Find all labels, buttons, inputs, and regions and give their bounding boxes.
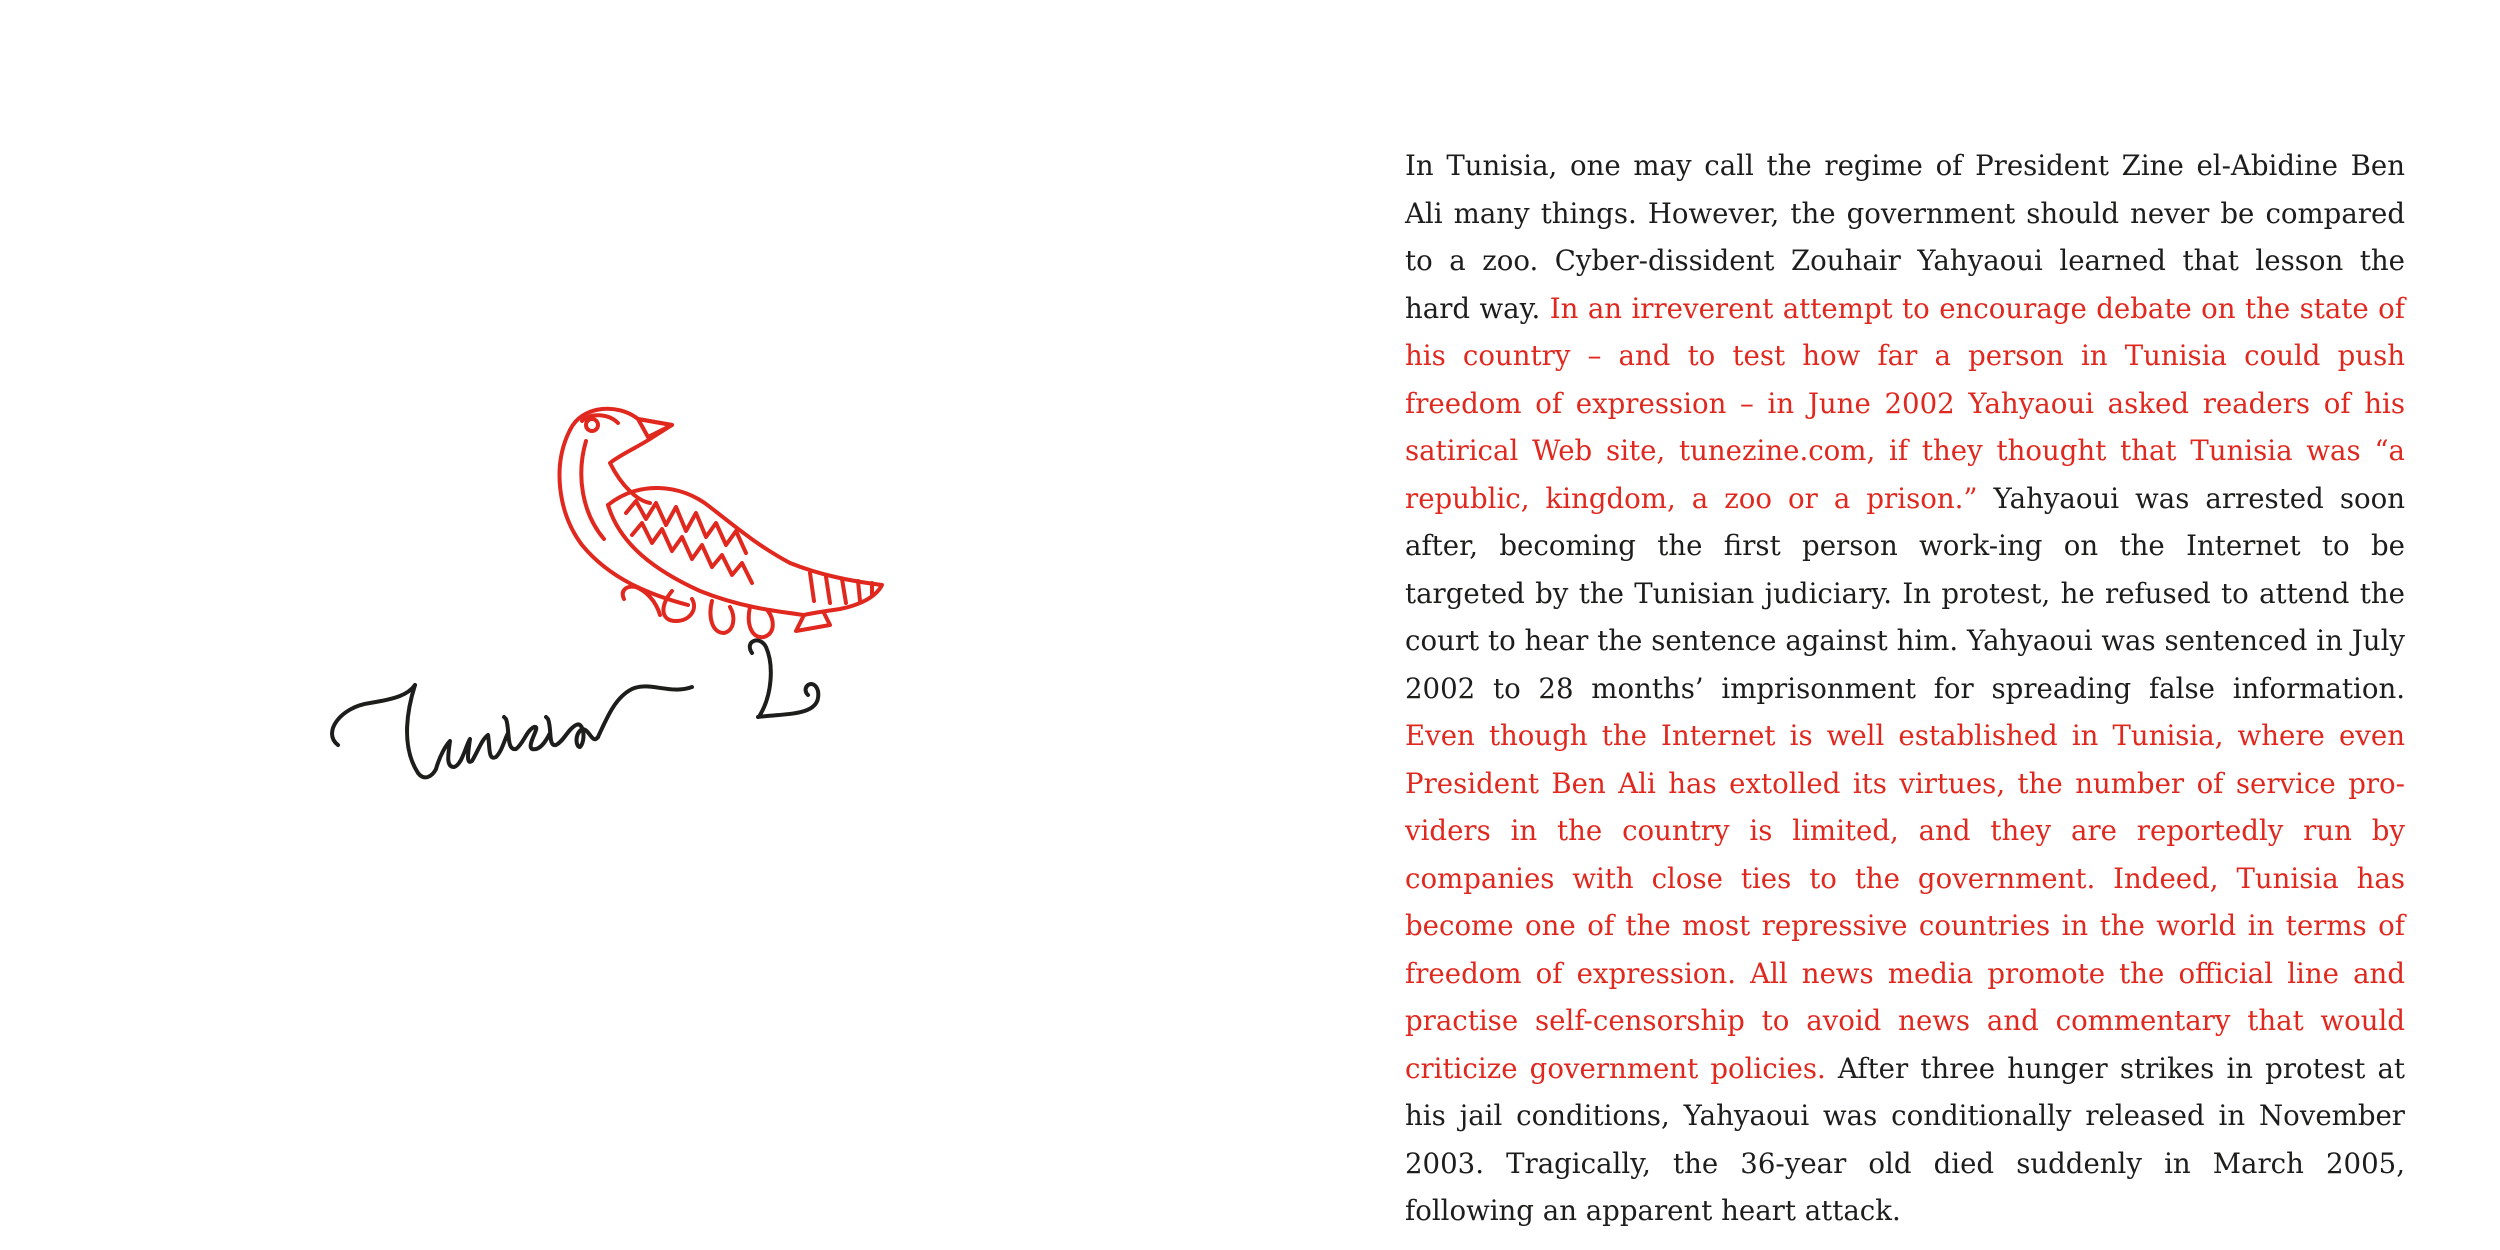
illustration-caption [320,815,321,816]
bird-figure [560,409,882,637]
text-segment-1: In Tunisia, one may call the regime of President Zine el-Abidine Ben Ali many things. However, the government should never be compared to a zoo. Cyber-dissident Zouhair Yahyaoui learned that lesson the hard way. [1405,149,2405,325]
bird-illustration [320,395,920,815]
article-body [1405,142,2405,1235]
text-segment-3: After three hunger strikes in protest at his jail conditions, Yahyaoui was conditionally released in November 2003. Tragically, the 36-year old died suddenly in March 2005, following an apparent heart attack. [1405,1051,2405,1227]
highlighted-segment-1: In an irreverent attempt to encourage debate on the state of his country – and to test how far a person in Tunisia could push freedom of expression – in June 2002 Yahyaoui asked readers of his satirical Web site, tunezine.com, if they thought that Tunisia was “a republic, kingdom, a zoo or a prison.” [1405,291,2405,515]
bird-drawing [320,395,920,815]
text-segment-2: Yahyaoui was arrested soon after, becoming the first person work-ing on the Internet to be targeted by the Tunisian judiciary. In protest, he refused to attend the court to hear the sentence against him. Yahyaoui was sentenced in July 2002 to 28 months’ imprisonment for spreading false information. [1405,481,2405,705]
tunisia-handwritten-caption [332,640,818,777]
highlighted-segment-2: Even though the Internet is well established in Tunisia, where even President Ben Ali has extolled its virtues, the number of service pro-viders in the country is limited, and they are reportedly run by companies with close ties to the government. Indeed, Tunisia has become one of the most repressive countries in the world in terms of freedom of expression. All news media promote the official line and practise self-censorship to avoid news and commentary that would criticize government policies. [1405,719,2405,1085]
